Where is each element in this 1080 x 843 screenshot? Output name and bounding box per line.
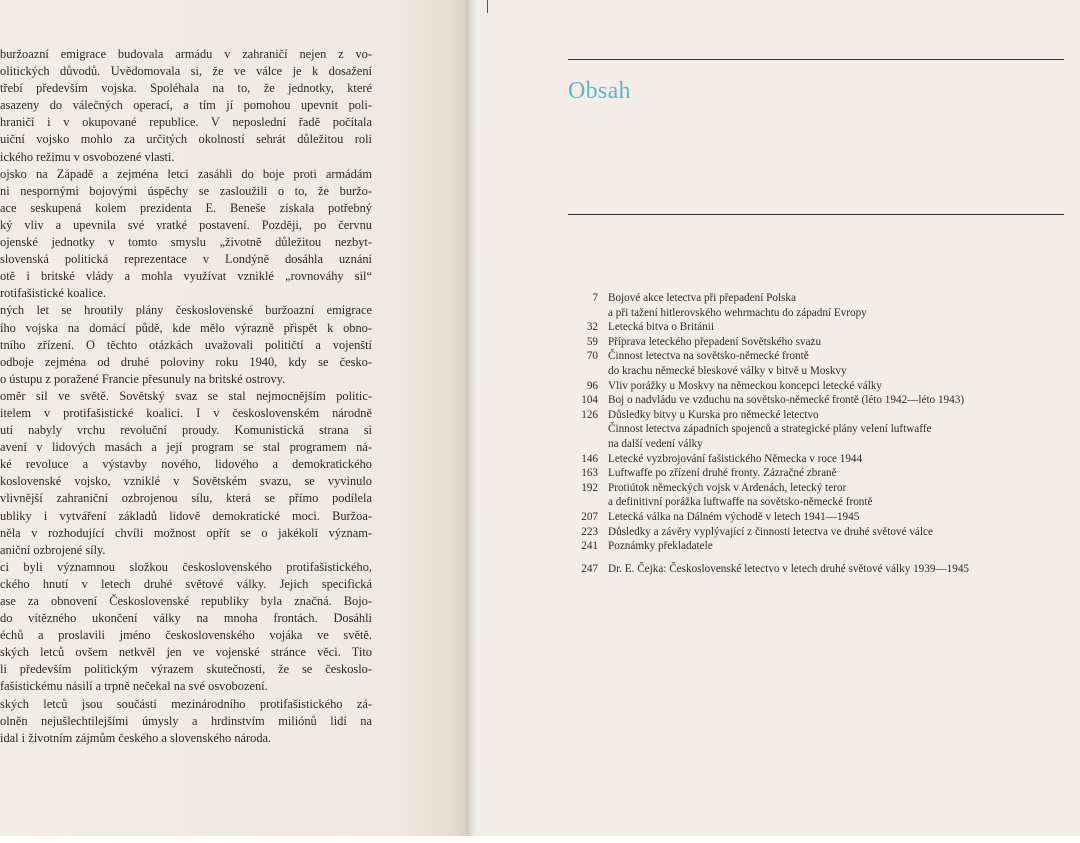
toc-title-line: Letecké vyzbrojování fašistického Německa v roce 1944: [608, 452, 863, 465]
body-line: li především politickým výrazem skutečnosti, že se českoslo-: [0, 662, 372, 677]
toc-entry: [568, 452, 1068, 467]
toc-title-line: Letecká válka na Dálném východě v letech 1941—1945: [608, 510, 860, 523]
body-line: ase za obnovení Československé republiky byla značná. Bojo-: [0, 594, 372, 608]
toc-title-line: na další vedení války: [608, 437, 703, 450]
body-line: něla v rozhodující chvíli možnost opřít se o jakékoli význam-: [0, 525, 372, 540]
toc-entry: [568, 335, 1068, 350]
toc-title: [608, 349, 847, 378]
body-line: třebí především vojska. Spoléhala na to, že jednotky, které: [0, 81, 372, 96]
toc-title-line: Poznámky překladatele: [608, 540, 713, 553]
toc-title: [608, 291, 867, 320]
toc-title-line: Boj o nadvládu ve vzduchu na sovětsko-německé frontě (léto 1942—léto 1943): [608, 394, 965, 407]
toc-entry: [568, 539, 1068, 554]
toc-page-number: 126: [581, 408, 598, 421]
body-line: ího vojska na domácí půdě, kde mělo výrazně přispět k obno-: [0, 320, 372, 335]
body-line: ských letců jsou součástí mezinárodního protifašistického zá-: [0, 696, 372, 711]
toc-title-line: Bojové akce letectva při přepadení Polska: [608, 292, 796, 304]
toc-title-line: Důsledky bitvy u Kurska pro německé letectvo: [608, 408, 819, 421]
toc-entry: [568, 525, 1068, 540]
toc-page-number: 59: [586, 335, 598, 348]
toc-title-line: Letecká bitva o Británii: [608, 321, 714, 334]
body-line: fašistickému násilí a trpně nečekal na své osvobození.: [0, 679, 268, 694]
body-line: ojenské jednotky v tomto smyslu „životně důležitou nezbyt-: [0, 235, 372, 250]
body-line: ubliky i vytváření základů lidově demokratické moci. Buržoa-: [0, 508, 372, 523]
toc-title: [608, 452, 862, 467]
body-line: slovenská politická reprezentace v Londýně dosáhla uznání: [0, 252, 372, 267]
body-line: uiční vojsko mohlo za určitých okolností sehrát důležitou roli: [0, 132, 372, 147]
toc-entry: [568, 393, 1068, 408]
body-text: [0, 46, 372, 747]
left-page: [0, 0, 468, 836]
toc-page-number: 70: [586, 350, 598, 363]
toc-page-number: 146: [581, 452, 598, 465]
toc-title: [608, 481, 872, 510]
toc-title: [608, 320, 714, 335]
toc-entry: [568, 408, 1068, 452]
body-line: otě i britské vlády a mohla využívat vzniklé „rovnováhy sil“: [0, 269, 372, 284]
toc-page-number: 163: [581, 467, 598, 480]
toc-title-line: Dr. E. Čejka: Československé letectvo v letech druhé světové války 1939—1945: [608, 562, 970, 575]
toc-entry: [568, 510, 1068, 525]
body-line: ického režimu v osvobozené vlasti.: [0, 149, 175, 164]
body-line: ké revoluce a výstavby nového, lidového a demokratického: [0, 457, 372, 472]
body-line: tního zřízení. O těchto otázkách uvažovali političtí a vojenští: [0, 337, 372, 352]
toc-page-number: 7: [592, 292, 598, 304]
toc-page-number: 192: [581, 481, 598, 494]
body-line: vlivnější zahraniční ozbrojenou sílu, která se přímo podílela: [0, 491, 372, 506]
toc-title: [608, 408, 932, 452]
toc-title-line: a při tažení hitlerovského wehrmachtu do západní Evropy: [608, 306, 867, 319]
toc-page-number: 96: [586, 379, 598, 392]
toc-title-line: a definitivní porážka luftwaffe na sovětsko-německé frontě: [608, 496, 873, 509]
body-line: ckého hnutí v letech druhé světové války. Jejich specifická: [0, 576, 372, 591]
toc-entry: [568, 481, 1068, 510]
body-line: ni nespornými bojovými úspěchy se zasloužili o to, že buržo-: [0, 183, 372, 198]
toc-title: [608, 525, 933, 540]
toc-title: [608, 539, 713, 554]
body-line: o ústupu z poražené Francie přesunuly na britské ostrovy.: [0, 371, 286, 386]
toc-title: [608, 335, 821, 350]
toc-entry: [568, 320, 1068, 335]
body-line: ských letců ovšem netkvěl jen ve vojenské stránce věci. Tito: [0, 645, 372, 660]
toc-page-number: 104: [581, 394, 598, 407]
body-line: odboje zejména od druhé poloviny roku 1940, kdy se česko-: [0, 354, 372, 369]
toc-title: [608, 510, 859, 525]
toc-title: [608, 466, 837, 481]
body-line: olitických důvodů. Uvědomovala si, že ve válce je k dosažení: [0, 64, 372, 79]
body-line: aniční ozbrojené síly.: [0, 542, 106, 557]
toc-entry: [568, 562, 1068, 577]
body-line: ných let se hroutily plány československé buržoazní emigrace: [0, 303, 372, 318]
toc-title-line: Činnost letectva na sovětsko-německé frontě: [608, 350, 809, 363]
toc-title: [608, 562, 969, 577]
body-line: olněn nejušlechtilejšími úmysly a hrdinstvím miliónů lidí na: [0, 713, 372, 728]
body-line: asazeny do válečných operací, a tím jí pomohou upevnit poli-: [0, 98, 372, 113]
toc-title: [608, 379, 882, 394]
toc-title-line: Příprava leteckého přepadení Sovětského svazu: [608, 335, 822, 348]
body-line: utí nabyly vrchu revoluční proudy. Komunistická strana si: [0, 423, 372, 438]
toc-title-line: Vliv porážky u Moskvy na německou koncepci letecké války: [608, 379, 883, 392]
body-line: échů a proslavili jméno československého vojáka ve světě.: [0, 628, 372, 643]
toc-title: [608, 393, 964, 408]
body-line: oměr sil ve světě. Sovětský svaz se stal nejmocnějším politic-: [0, 388, 372, 403]
toc-page-number: 223: [581, 525, 598, 538]
body-line: ojsko na Západě a zejména letci zasáhli do boje proti armádám: [0, 166, 372, 181]
toc-page-number: 32: [586, 321, 598, 334]
table-of-contents: [568, 291, 1068, 576]
toc-entry: [568, 349, 1068, 378]
toc-title-line: do krachu německé bleskové války v bitvě u Moskvy: [608, 364, 847, 377]
margin-mark: [487, 0, 488, 13]
body-line: do vítězného ukončení války na mnoha frontách. Dosáhli: [0, 611, 372, 626]
toc-entry: [568, 466, 1068, 481]
body-line: itelem v protifašistické koalici. I v československém národně: [0, 405, 372, 420]
body-line: avení v lidových masách a její program se stal programem ná-: [0, 440, 372, 455]
scan-border: [0, 836, 1080, 843]
middle-rule: [568, 214, 1064, 215]
body-line: koslovenské vojsko, vzniklé v Sovětském svazu, se vyvinulo: [0, 474, 372, 489]
toc-title-line: Luftwaffe po zřízení druhé fronty. Zázračné zbraně: [608, 467, 837, 480]
toc-title-line: Protiútok německých vojsk v Ardenách, letecký teror: [608, 481, 847, 494]
body-line: ci byli významnou složkou československého protifašistického,: [0, 559, 372, 574]
body-line: buržoazní emigrace budovala armádu v zahraničí nejen z vo-: [0, 47, 372, 61]
toc-entry: [568, 291, 1068, 320]
body-line: ký vliv a upevnila své vratké postavení. Později, po červnu: [0, 217, 372, 232]
book-gutter: [466, 0, 476, 836]
toc-title-line: Činnost letectva západních spojenců a strategické plány velení luftwaffe: [608, 423, 932, 436]
toc-entry: [568, 379, 1068, 394]
body-line: hraničí i v okupované republice. V neposlední řadě počítala: [0, 115, 372, 130]
body-line: ace seskupená kolem prezidenta E. Beneše získala potřebný: [0, 200, 372, 215]
contents-heading: Obsah: [568, 78, 631, 104]
top-rule: [568, 59, 1064, 60]
toc-page-number: 207: [581, 510, 598, 523]
toc-page-number: 241: [581, 540, 598, 553]
toc-page-number: 247: [581, 562, 598, 575]
body-line: idal i životním zájmům českého a slovenského národa.: [0, 730, 272, 745]
toc-title-line: Důsledky a závěry vyplývající z činnosti letectva ve druhé světové válce: [608, 525, 933, 538]
body-line: rotifašistické koalice.: [0, 286, 106, 301]
right-page: [476, 0, 1080, 836]
toc-spacer: [568, 554, 1068, 562]
